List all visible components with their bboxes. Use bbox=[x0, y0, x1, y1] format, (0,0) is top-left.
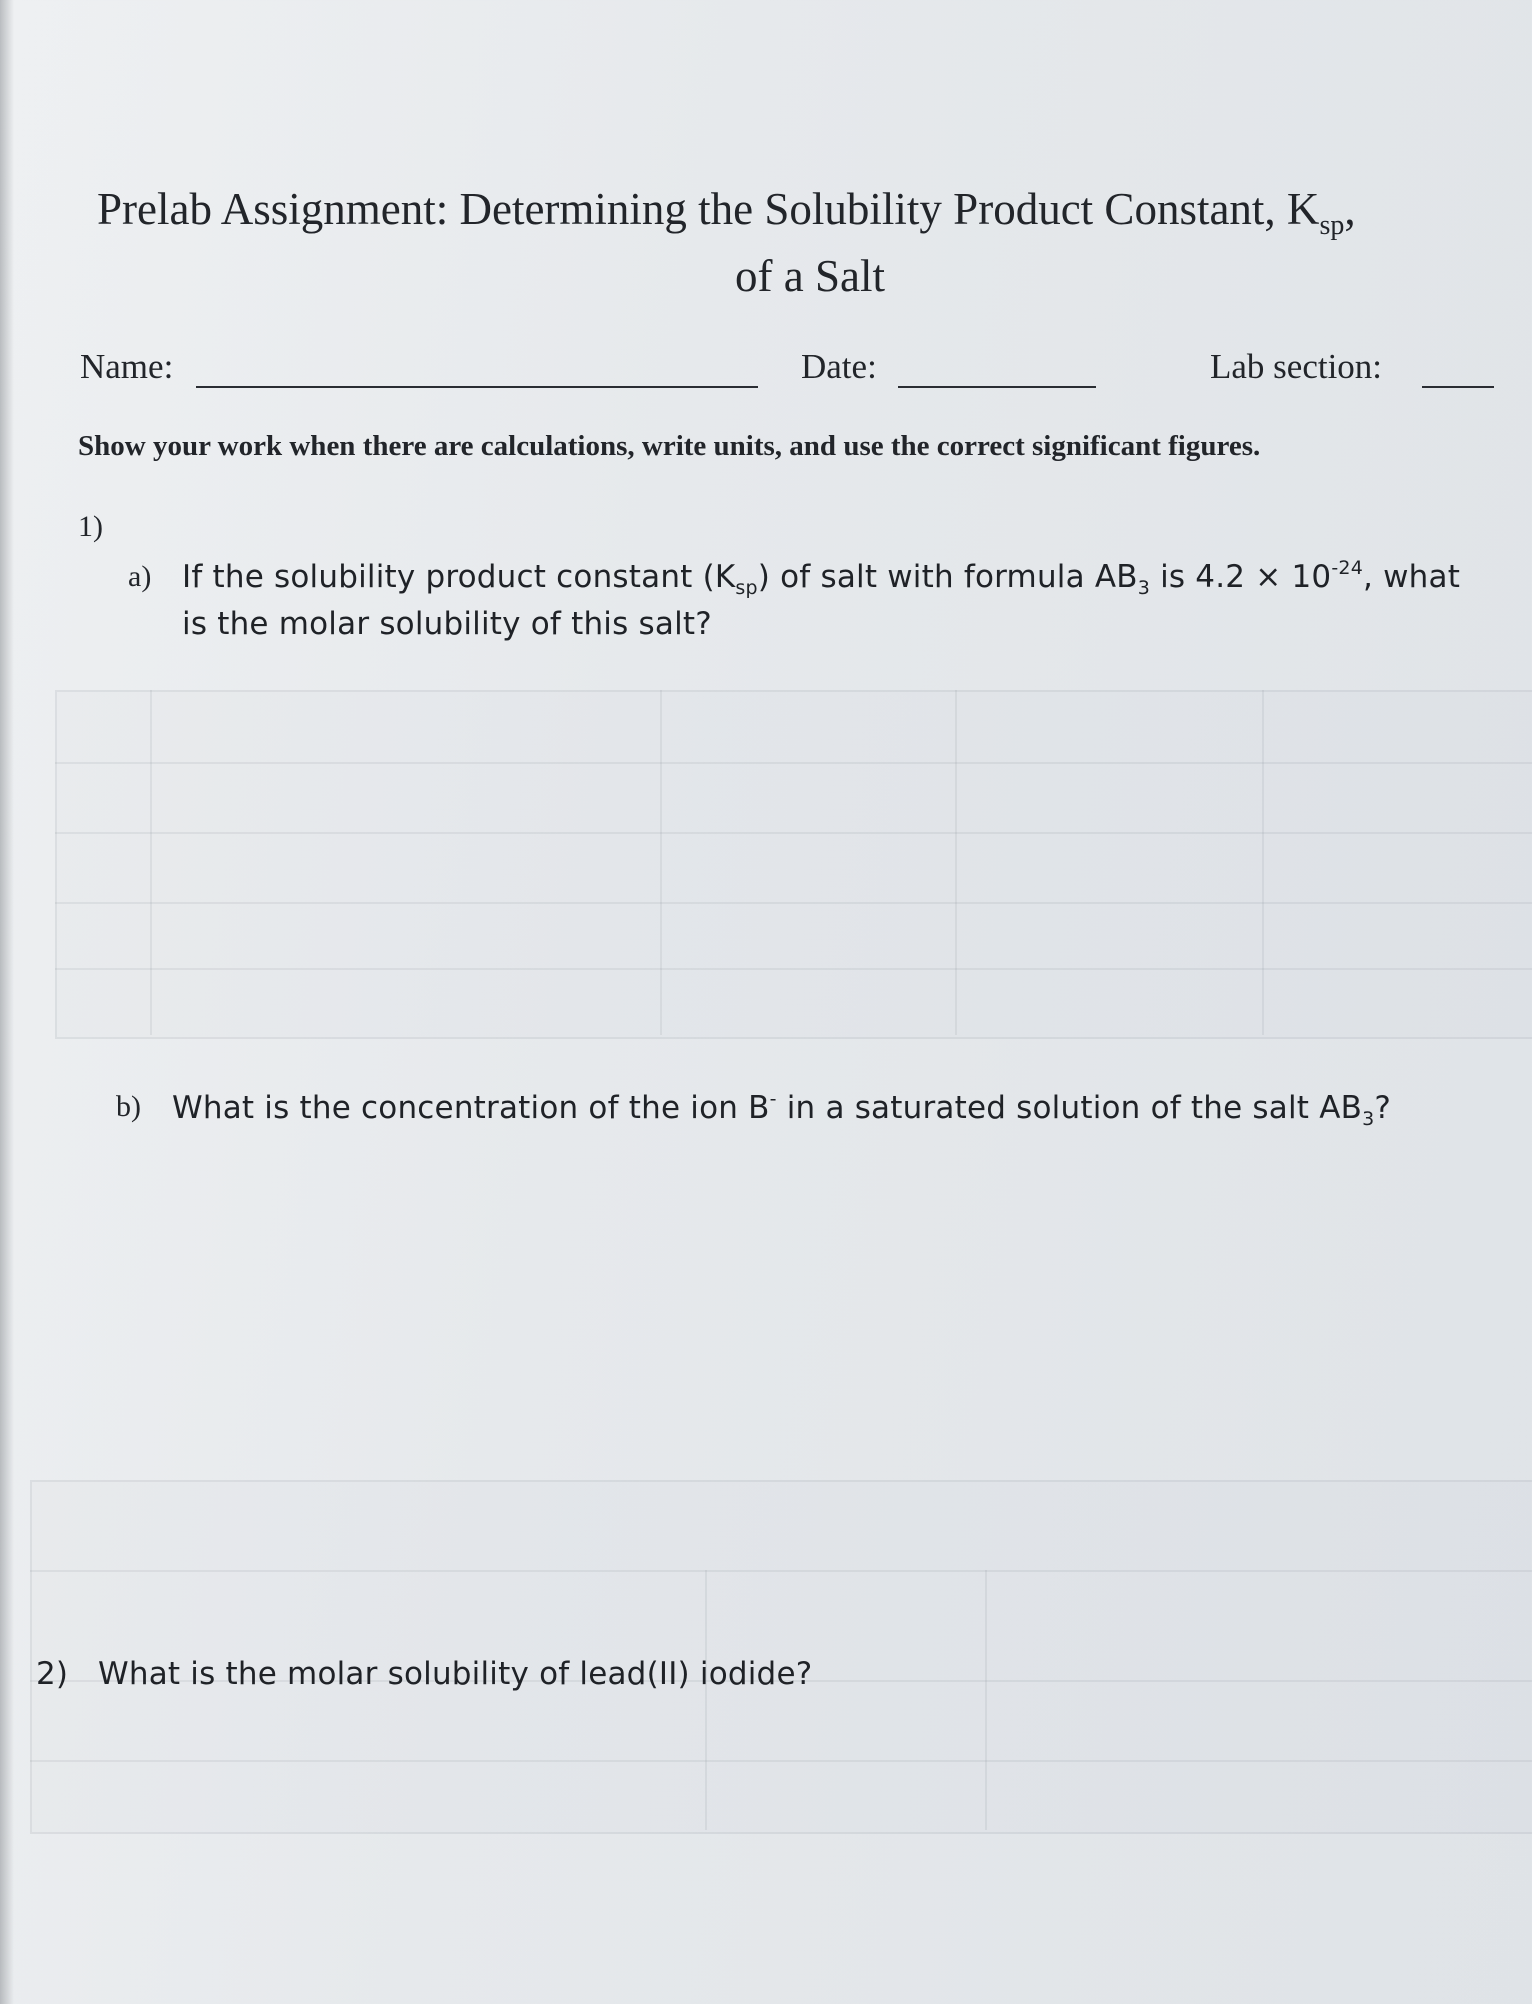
bleed-through-line bbox=[1262, 690, 1264, 1035]
title-subscript: sp bbox=[1319, 210, 1345, 241]
bleed-through-line bbox=[705, 1570, 707, 1830]
question-2-label: 2) bbox=[36, 1656, 69, 1692]
lab-section-label: Lab section: bbox=[1210, 347, 1383, 386]
exponent: -24 bbox=[1331, 557, 1363, 579]
q1b-text-part: What is the concentration of the ion B bbox=[172, 1090, 770, 1126]
date-label: Date: bbox=[801, 347, 877, 386]
bleed-through-line bbox=[955, 690, 957, 1035]
question-1b-text bbox=[172, 1088, 1391, 1130]
title-text: Prelab Assignment: Determining the Solubility Product Constant, K bbox=[97, 184, 1320, 234]
lab-section-blank[interactable] bbox=[1422, 386, 1494, 388]
name-label: Name: bbox=[80, 347, 174, 386]
question-2-text: What is the molar solubility of lead(II) iodide? bbox=[98, 1656, 813, 1692]
bleed-through-line bbox=[55, 902, 1532, 904]
ksp-subscript: sp bbox=[735, 577, 758, 599]
ion-charge: - bbox=[769, 1088, 777, 1110]
page-title: Prelab Assignment: Determining the Solubility Product Constant, $K_{sp}$, bbox=[97, 184, 1356, 241]
page-title-line2: of a Salt bbox=[735, 251, 885, 301]
q1a-text-part: , what bbox=[1362, 559, 1461, 595]
formula-subscript: 3 bbox=[1362, 1108, 1375, 1130]
question-1-number: 1) bbox=[78, 510, 103, 543]
question-1a-text-line2: is the molar solubility of this salt? bbox=[182, 606, 712, 642]
bleed-through-line bbox=[30, 1570, 1532, 1572]
q1a-text-part: If the solubility product constant (K bbox=[182, 559, 736, 595]
question-1b-label: b) bbox=[116, 1090, 141, 1123]
question-1a-label: a) bbox=[128, 560, 152, 593]
q1a-text-part: ) of salt with formula AB bbox=[757, 559, 1138, 595]
name-blank[interactable] bbox=[196, 386, 758, 388]
question-1a-text bbox=[182, 557, 1460, 599]
q1b-text-part: ? bbox=[1374, 1090, 1392, 1126]
bleed-through-line bbox=[985, 1570, 987, 1830]
instructions: Show your work when there are calculations, write units, and use the correct significant figures. bbox=[78, 430, 1261, 462]
bleed-through-line bbox=[55, 832, 1532, 834]
page-edge-shadow bbox=[0, 0, 14, 2004]
q1a-text-part: is 4.2 × 10 bbox=[1150, 559, 1332, 595]
bleed-through-line bbox=[30, 1760, 1532, 1762]
bleed-through-table-a bbox=[55, 690, 1532, 1039]
bleed-through-line bbox=[55, 762, 1532, 764]
bleed-through-line bbox=[150, 690, 152, 1035]
formula-subscript: 3 bbox=[1137, 577, 1151, 599]
date-blank[interactable] bbox=[898, 386, 1096, 388]
q1b-text-part: in a saturated solution of the salt AB bbox=[776, 1090, 1363, 1126]
bleed-through-line bbox=[660, 690, 662, 1035]
bleed-through-line bbox=[55, 968, 1532, 970]
